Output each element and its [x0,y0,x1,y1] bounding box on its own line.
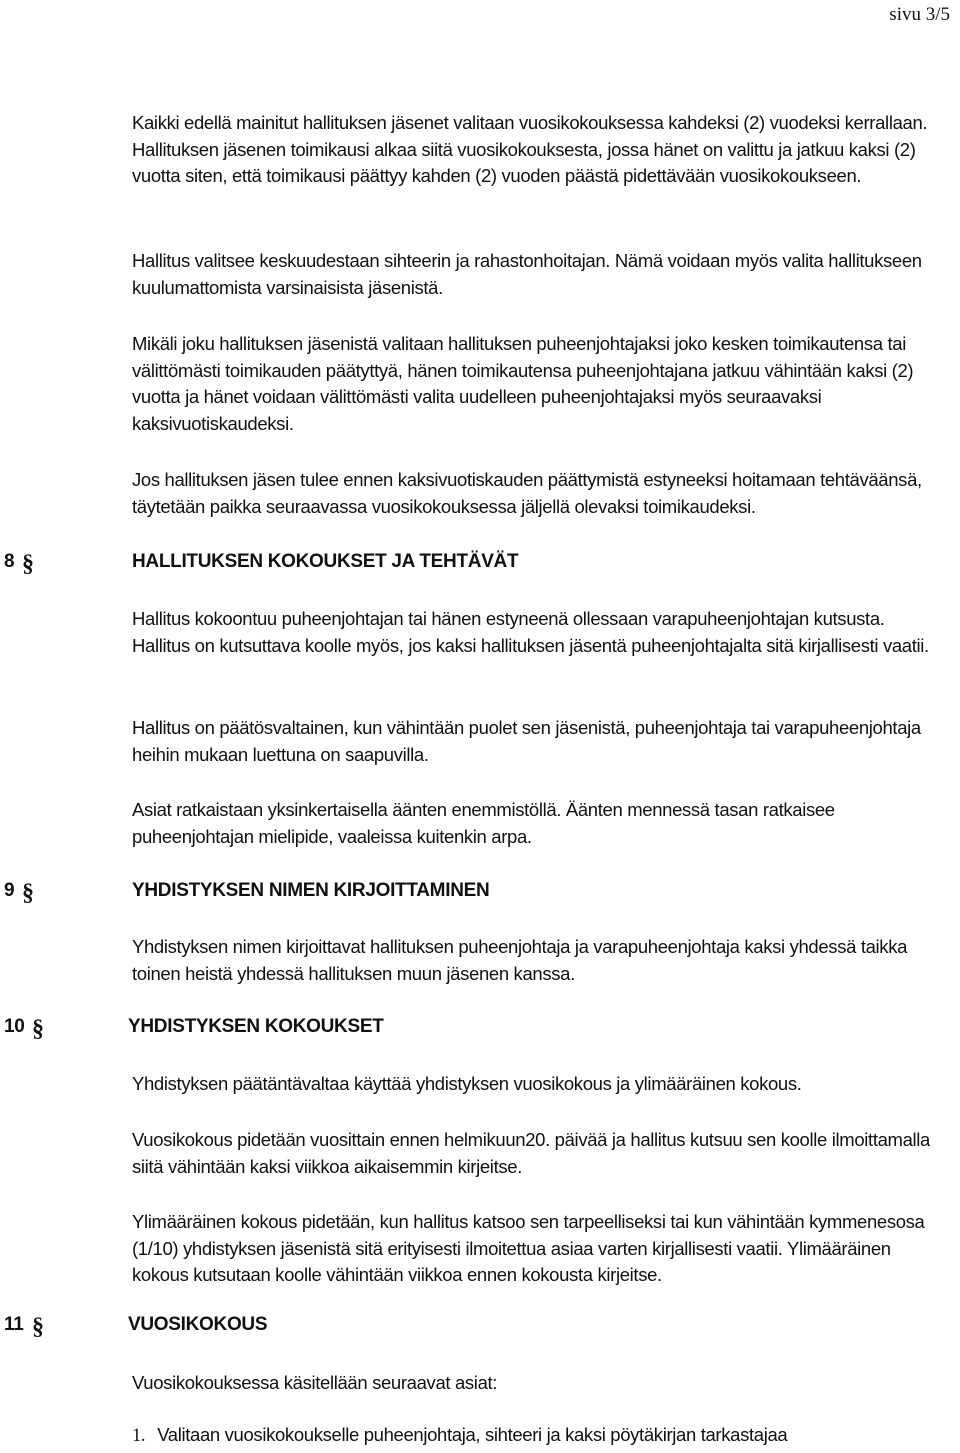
section-heading-8 [0,551,960,579]
section-number: 11 [4,1314,24,1335]
section-8-paragraph-2: Hallitus on päätösvaltainen, kun vähintään puolet sen jäsenistä, puheenjohtaja tai varapuheenjohtaja heihin mukaan luettuna on saapuvilla. [132,717,921,765]
section-heading-11 [0,1314,960,1342]
section-9-paragraph-1: Yhdistyksen nimen kirjoittavat hallituksen puheenjohtaja ja varapuheenjohtaja kaksi yhdessä taikka toinen heistä yhdessä hallituksen muun jäsenen kanssa. [132,936,908,984]
section-mark: § [32,1016,44,1042]
intro-paragraph-1: Kaikki edellä mainitut hallituksen jäsenet valitaan vuosikokouksessa kahdeksi (2) vuodeksi kerrallaan. Hallituksen jäsenen toimikausi alkaa siitä vuosikokouksesta, jossa hänet on valittu ja jatkuu kaksi (2) vuotta siten, että toimikausi päättyy kahden (2) vuoden päästä pidettävään vuosikokoukseen. [132,112,928,186]
section-11-paragraph-1: Vuosikokouksessa käsitellään seuraavat asiat: [132,1372,498,1393]
section-title: YHDISTYKSEN NIMEN KIRJOITTAMINEN [132,880,490,901]
section-number: 8 [4,551,15,572]
section-heading-9 [0,880,960,908]
section-title: HALLITUKSEN KOKOUKSET JA TEHTÄVÄT [132,551,519,572]
intro-paragraph-2: Hallitus valitsee keskuudestaan sihteerin ja rahastonhoitajan. Nämä voidaan myös valita hallitukseen kuulumattomista varsinaisista jäsenistä. [132,250,922,298]
section-8-paragraph-1: Hallitus kokoontuu puheenjohtajan tai hänen estyneenä ollessaan varapuheenjohtajan kutsusta. Hallitus on kutsuttava koolle myös, jos kaksi hallituksen jäsentä puheenjohtajalta sitä kirjallisesti vaatii. [132,608,929,656]
list-item-text: Valitaan vuosikokoukselle puheenjohtaja, sihteeri ja kaksi pöytäkirjan tarkastajaa [157,1424,788,1445]
section-mark: § [32,1314,44,1340]
list-item [132,1424,787,1447]
section-number: 10 [4,1016,25,1037]
section-10-paragraph-1: Yhdistyksen päätäntävaltaa käyttää yhdistyksen vuosikokous ja ylimääräinen kokous. [132,1073,802,1094]
section-10-paragraph-3: Ylimääräinen kokous pidetään, kun hallitus katsoo sen tarpeelliseksi tai kun vähintään kymmenesosa (1/10) yhdistyksen jäsenistä sitä erityisesti ilmoitettua asiaa varten kirjallisesti vaatii. Ylimääräinen kokous kutsutaan koolle vähintään viikkoa ennen kokousta kirjeitse. [132,1211,925,1285]
section-8-paragraph-3: Asiat ratkaistaan yksinkertaisella äänten enemmistöllä. Äänten mennessä tasan ratkaisee puheenjohtajan mielipide, vaaleissa kuitenkin arpa. [132,799,835,847]
intro-paragraph-3: Mikäli joku hallituksen jäsenistä valitaan hallituksen puheenjohtajaksi joko kesken toimikautensa tai välittömästi toimikauden päätyttyä, hänen toimikautensa puheenjohtajana jatkuu vähintään kaksi (2) vuotta ja hänet voidaan välittömästi valita uudelleen puheenjohtajaksi myös seuraavaksi kaksivuotiskaudeksi. [132,333,914,434]
section-mark: § [22,880,34,906]
section-number: 9 [4,880,15,901]
intro-paragraph-4: Jos hallituksen jäsen tulee ennen kaksivuotiskauden päättymistä estyneeksi hoitamaan tehtäväänsä, täytetään paikka seuraavassa vuosikokouksessa jäljellä olevaksi toimikaudeksi. [132,469,922,517]
section-title: YHDISTYKSEN KOKOUKSET [128,1016,384,1037]
section-mark: § [22,551,34,577]
section-10-paragraph-2: Vuosikokous pidetään vuosittain ennen helmikuun20. päivää ja hallitus kutsuu sen koolle ilmoittamalla siitä vähintään kaksi viikkoa aikaisemmin kirjeitse. [132,1129,931,1177]
section-heading-10 [0,1016,960,1044]
section-title: VUOSIKOKOUS [128,1314,268,1335]
page-number: sivu 3/5 [889,4,950,25]
list-item-number: 1. [132,1426,146,1446]
